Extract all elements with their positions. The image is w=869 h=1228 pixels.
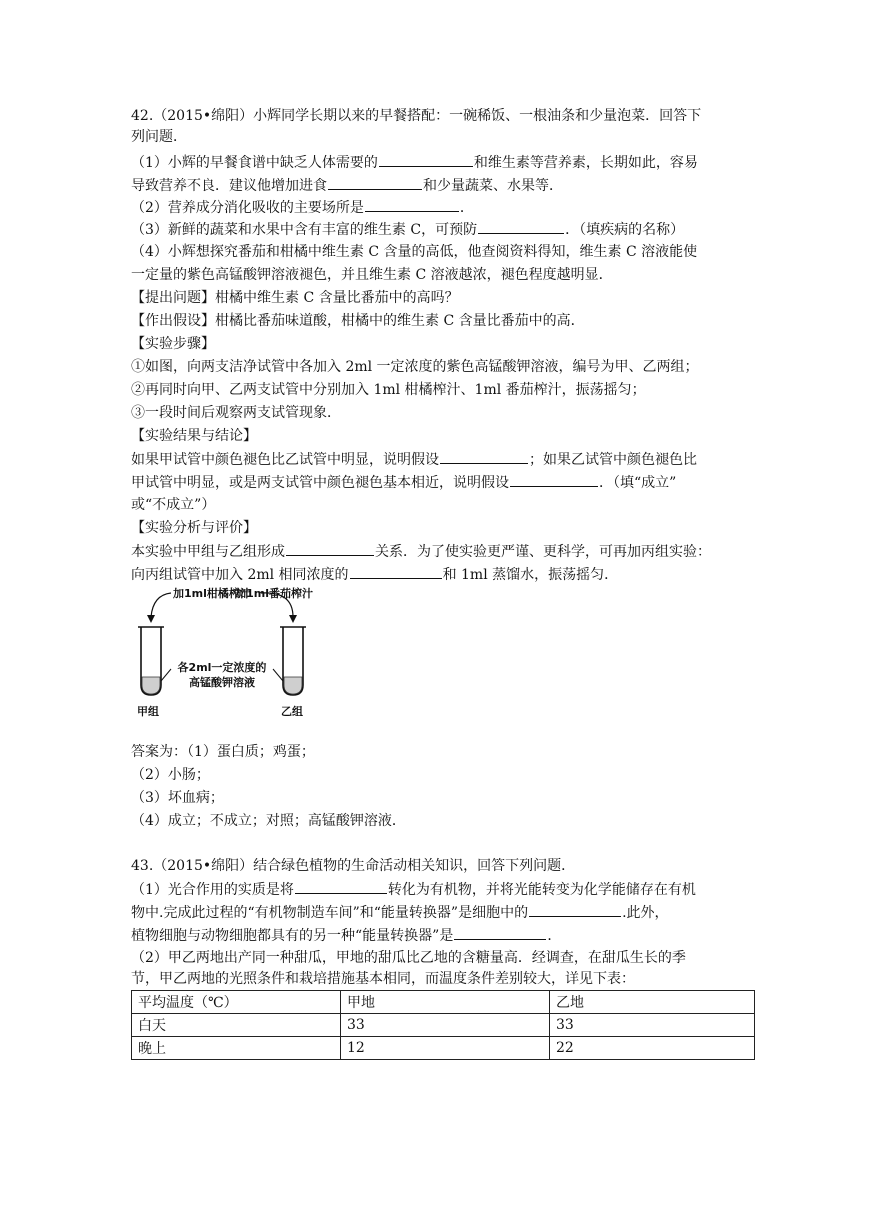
q42-line-3 [131, 152, 698, 173]
q42-line-18: 或“不成立”） [131, 497, 216, 513]
q42-text: 和 1ml 蒸馏水，振荡摇匀． [442, 567, 619, 583]
tube-a-liquid [142, 677, 160, 694]
q42-line-9: 【提出问题】柑橘中维生素 C 含量比番茄中的高吗？ [131, 290, 459, 306]
arrow-left [151, 593, 171, 617]
q42-text: ．（填“成立” [599, 475, 677, 491]
q42-text: 关系．为了使实验更严谨、更科学，可再加丙组实验： [375, 544, 711, 560]
answer-blank [365, 197, 459, 212]
table-cell: 33 [550, 1014, 755, 1037]
answer-blank [295, 879, 387, 894]
q42-line-20 [131, 541, 711, 562]
label-group-a: 甲组 [137, 705, 159, 718]
q43-line-6: 节，甲乙两地的光照条件和栽培措施基本相同，而温度条件差别较大，详见下表： [131, 971, 635, 987]
q43-text: .此外， [622, 905, 669, 921]
table-cell: 12 [341, 1037, 550, 1060]
label-group-b: 乙组 [281, 705, 303, 718]
q42-line-8: 一定量的紫色高锰酸钾溶液褪色，并且维生素 C 溶液越浓，褪色程度越明显． [131, 267, 613, 283]
q42-line-17 [131, 472, 676, 493]
q42-line-14: ③一段时间后观察两支试管现象． [131, 405, 341, 421]
answer-blank [286, 541, 374, 556]
q42-text: （3）新鲜的蔬菜和水果中含有丰富的维生素 C，可预防 [131, 222, 478, 238]
pointer-left [161, 669, 171, 681]
q43-line-5: （2）甲乙两地出产同一种甜瓜，甲地的甜瓜比乙地的含糖量高．经调查，在甜瓜生长的季 [131, 950, 686, 966]
answer-blank [478, 219, 564, 234]
q43-text: 物中.完成此过程的“有机物制造车间”和“能量转换器”是细胞中的 [131, 905, 529, 921]
q43-text: 植物细胞与动物细胞都具有的另一种“能量转换器”是 [131, 928, 454, 944]
q42-line-1: 42.（2015•绵阳）小辉同学长期以来的早餐搭配：一碗稀饭、一根油条和少量泡菜．回答下 [131, 108, 702, 124]
answer-blank [379, 152, 473, 167]
q42-line-6 [131, 219, 684, 240]
q42-line-2: 列问题． [131, 129, 187, 145]
q42-text: 和维生素等营养素，长期如此，容易 [473, 155, 698, 171]
q42-line-21 [131, 564, 618, 585]
table-cell: 白天 [132, 1014, 341, 1037]
table-header-cell: 甲地 [341, 991, 550, 1014]
label-mid-2: 高锰酸钾溶液 [189, 676, 255, 689]
q42-line-16 [131, 449, 697, 470]
temperature-table [131, 990, 755, 1060]
q42-line-5 [131, 197, 474, 218]
q42-text: ．（填疾病的名称） [565, 222, 685, 238]
q42-line-15: 【实验结果与结论】 [131, 428, 257, 444]
q42-text: 如果甲试管中颜色褪色比乙试管中明显，说明假设 [131, 452, 439, 468]
q42-text: ；如果乙试管中颜色褪色比 [529, 452, 697, 468]
arrow-left-head [147, 615, 155, 623]
q43-line-2 [131, 879, 696, 900]
test-tube-figure [131, 585, 321, 720]
label-left-top: 加1ml柑橘榨汁 [173, 587, 251, 600]
answer-blank [350, 564, 442, 579]
q42-text: （1）小辉的早餐食谱中缺乏人体需要的 [131, 155, 378, 171]
q42-text: （2）营养成分消化吸收的主要场所是 [131, 200, 364, 216]
q42-line-13: ②再同时向甲、乙两支试管中分别加入 1ml 柑橘榨汁、1ml 番茄榨汁，振荡摇匀； [131, 382, 646, 398]
q43-line-3 [131, 902, 669, 923]
q43-text: 转化为有机物，并将光能转变为化学能储存在有机 [387, 882, 696, 898]
pointer-right [273, 669, 283, 681]
q42-text: 和少量蔬菜、水果等． [423, 178, 563, 194]
q43-line-1: 43.（2015•绵阳）结合绿色植物的生命活动相关知识，回答下列问题． [131, 858, 576, 874]
table-row [132, 1014, 755, 1037]
q42-line-12: ①如图，向两支洁净试管中各加入 2ml 一定浓度的紫色高锰酸钾溶液，编号为甲、乙两组； [131, 359, 699, 375]
q42-text: 甲试管中明显，或是两支试管中颜色褪色基本相近，说明假设 [131, 475, 509, 491]
q42-line-10: 【作出假设】柑橘比番茄味道酸，柑橘中的维生素 C 含量比番茄中的高． [131, 313, 585, 329]
table-row [132, 1037, 755, 1060]
q42-text: ． [459, 200, 474, 216]
label-right-top: 加1ml番茄榨汁 [235, 587, 313, 600]
q42-line-7: （4）小辉想探究番茄和柑橘中维生素 C 含量的高低，他查阅资料得知，维生素 C 溶液能使 [131, 244, 698, 260]
table-header-cell: 乙地 [550, 991, 755, 1014]
q42-line-19: 【实验分析与评价】 [131, 520, 257, 536]
q42-text: 向丙组试管中加入 2ml 相同浓度的 [131, 567, 349, 583]
answer-line-4: （4）成立；不成立；对照；高锰酸钾溶液． [131, 813, 406, 829]
label-mid-1: 各2ml一定浓度的 [177, 661, 267, 674]
q42-line-11: 【实验步骤】 [131, 336, 215, 352]
answer-line-1: 答案为：（1）蛋白质；鸡蛋； [131, 744, 315, 760]
q43-text: （1）光合作用的实质是将 [131, 882, 294, 898]
q42-text: 导致营养不良．建议他增加进食 [131, 178, 327, 194]
answer-line-3: （3）坏血病； [131, 790, 224, 806]
q42-line-4 [131, 175, 563, 196]
answer-blank [454, 925, 546, 940]
answer-blank [440, 449, 528, 464]
table-cell: 22 [550, 1037, 755, 1060]
answer-blank [328, 175, 422, 190]
tube-b-liquid [284, 677, 302, 694]
arrow-right-head [289, 615, 297, 623]
q43-line-4 [131, 925, 561, 946]
table-row [132, 991, 755, 1014]
answer-line-2: （2）小肠； [131, 767, 210, 783]
table-header-cell: 平均温度（℃） [132, 991, 341, 1014]
q43-text: ． [547, 928, 562, 944]
q42-text: 本实验中甲组与乙组形成 [131, 544, 285, 560]
table-cell: 33 [341, 1014, 550, 1037]
table-cell: 晚上 [132, 1037, 341, 1060]
answer-blank [529, 902, 621, 917]
answer-blank [510, 472, 598, 487]
